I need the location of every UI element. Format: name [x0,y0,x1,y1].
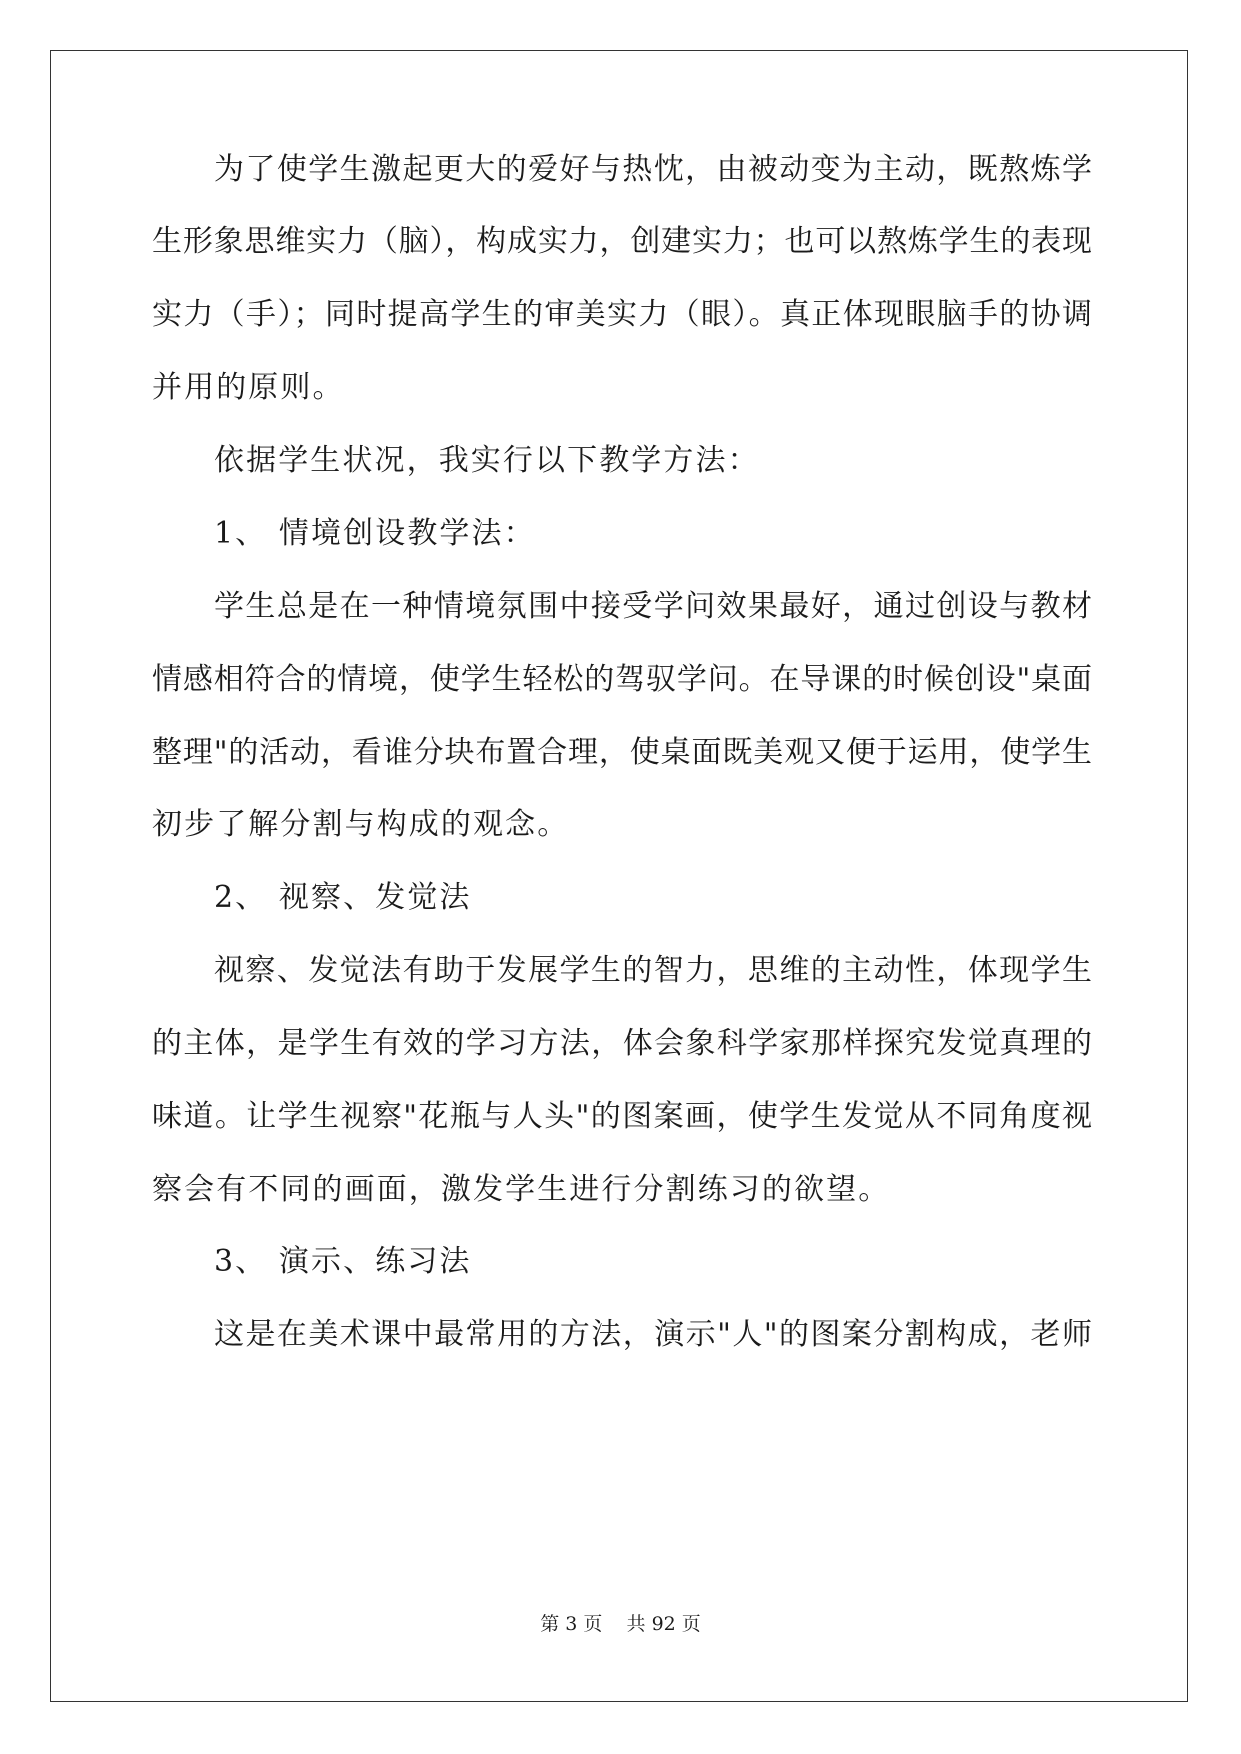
list-heading-1: 1、 情境创设教学法： [214,516,536,551]
text-line: 情感相符合的情境，使学生轻松的驾驭学问。在导课的时候创设"桌面 [152,662,1092,697]
text-line: 生形象思维实力（脑），构成实力，创建实力；也可以熬炼学生的表现 [152,224,1092,259]
text-line: 实力（手）；同时提高学生的审美实力（眼）。真正体现眼脑手的协调 [152,297,1092,332]
text-line: 味道。让学生视察"花瓶与人头"的图案画，使学生发觉从不同角度视 [152,1099,1092,1134]
text-line: 为了使学生激起更大的爱好与热忱，由被动变为主动，既熬炼学 [214,152,1092,187]
text-line: 察会有不同的画面，激发学生进行分割练习的欲望。 [152,1172,891,1207]
list-heading-2: 2、 视察、发觉法 [214,880,472,915]
text-line: 整理"的活动，看谁分块布置合理，使桌面既美观又便于运用，使学生 [152,735,1092,770]
text-line: 这是在美术课中最常用的方法，演示"人"的图案分割构成，老师 [214,1317,1092,1352]
text-line: 依据学生状况，我实行以下教学方法： [214,443,760,478]
list-heading-3: 3、 演示、练习法 [214,1244,472,1279]
text-line: 初步了解分割与构成的观念。 [152,807,570,842]
text-line: 视察、发觉法有助于发展学生的智力，思维的主动性，体现学生 [214,953,1092,988]
text-line: 并用的原则。 [152,370,345,405]
text-line: 的主体，是学生有效的学习方法，体会象科学家那样探究发觉真理的 [152,1026,1092,1061]
text-line: 学生总是在一种情境氛围中接受学问效果最好，通过创设与教材 [214,589,1092,624]
page-number-footer: 第 3 页 共 92 页 [540,1613,701,1635]
